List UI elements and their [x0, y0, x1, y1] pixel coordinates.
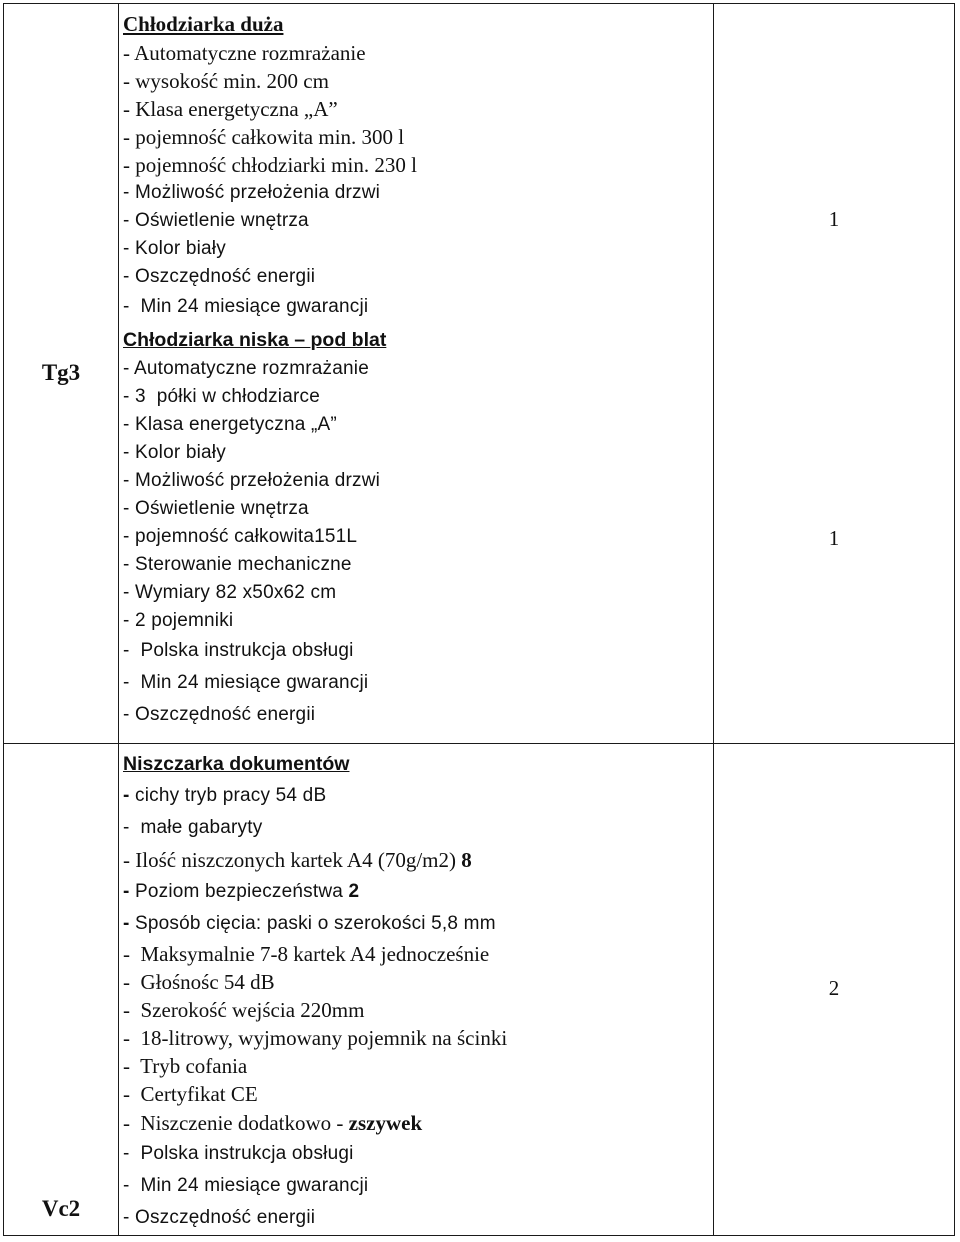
spec-line — [123, 940, 713, 968]
spec-line-emphasis: zszywek — [348, 1111, 423, 1135]
spec-line: - Kolor biały — [123, 238, 226, 259]
spec-line-text: - Niszczenie dodatkowo - — [123, 1111, 349, 1135]
spec-line — [123, 780, 713, 812]
spec-line-text: cichy tryb pracy 54 dB — [129, 785, 327, 806]
spec-line — [123, 1024, 713, 1052]
spec-line: - Oszczędność energii — [123, 704, 316, 725]
spec-line-text: - 18-litrowy, wyjmowany pojemnik na ścinki — [123, 1026, 508, 1050]
spec-line-text: - Min 24 miesiące gwarancji — [123, 1175, 369, 1196]
spec-line: - Automatyczne rozmrażanie — [123, 358, 369, 379]
spec-line: - Min 24 miesiące gwarancji — [123, 296, 369, 317]
spec-line-text: - Ilość niszczonych kartek A4 (70g/m2) — [123, 848, 462, 872]
spec-line — [123, 1138, 713, 1170]
spec-line-emphasis: 8 — [461, 848, 472, 872]
spec-line — [123, 1170, 713, 1202]
section-title-part: pod blat — [310, 329, 387, 351]
section-title: Niszczarka dokumentów — [123, 753, 350, 775]
spec-line: - Klasa energetyczna „A” — [123, 414, 337, 435]
spec-line-text: - Głośnośc 54 dB — [123, 970, 275, 994]
spec-line: - Min 24 miesiące gwarancji — [123, 672, 369, 693]
spec-line-text: - małe gabaryty — [123, 817, 263, 838]
spec-line-text: - Oszczędność energii — [123, 1207, 316, 1228]
spec-line: - Automatyczne rozmrażanie — [123, 41, 366, 65]
spec-line-text: - Szerokość wejścia 220mm — [123, 998, 365, 1022]
spec-line-emphasis: 2 — [348, 881, 360, 902]
item-code: Tg3 — [41, 360, 81, 385]
spec-line — [123, 876, 713, 908]
spec-line — [123, 968, 713, 996]
spec-line: - Oszczędność energii — [123, 266, 316, 287]
quantity-cell — [714, 744, 955, 1236]
spec-line: - Wymiary 82 x50x62 cm — [123, 582, 337, 603]
spec-line: - wysokość min. 200 cm — [123, 69, 329, 93]
spec-line-text: - Certyfikat CE — [123, 1082, 258, 1106]
spec-line: - Kolor biały — [123, 442, 226, 463]
spec-line: - Możliwość przełożenia drzwi — [123, 182, 381, 203]
code-cell — [4, 744, 119, 1236]
spec-line: - 2 pojemniki — [123, 610, 234, 631]
table-row — [4, 4, 955, 744]
spec-line-prefix: - — [123, 785, 130, 806]
spec-line: - Oświetlenie wnętrza — [123, 210, 309, 231]
item-code: Vc2 — [41, 1196, 81, 1221]
spec-line — [123, 1052, 713, 1080]
spec-line — [123, 812, 713, 844]
spec-line — [123, 1108, 713, 1138]
spec-line-text: Poziom bezpieczeństwa — [129, 881, 349, 902]
spec-line — [123, 844, 713, 876]
spec-line-text: Sposób cięcia: paski o szerokości 5,8 mm — [129, 913, 496, 934]
section-title — [123, 325, 713, 355]
section-title-part: – — [288, 329, 311, 351]
spec-line: - Polska instrukcja obsługi — [123, 640, 354, 661]
description-cell — [119, 744, 714, 1236]
quantity-value: 2 — [828, 976, 840, 1000]
quantity-value: 1 — [828, 207, 840, 231]
spec-line: - 3 półki w chłodziarce — [123, 386, 320, 407]
spec-line — [123, 1202, 713, 1234]
spec-line-prefix: - — [123, 913, 130, 934]
spec-line — [123, 1080, 713, 1108]
spec-line-text: - Tryb cofania — [123, 1054, 248, 1078]
spec-line: - Oświetlenie wnętrza — [123, 498, 309, 519]
spec-line: - pojemność całkowita151L — [123, 526, 358, 547]
description-cell — [119, 4, 714, 744]
code-cell — [4, 4, 119, 744]
spec-line-text: - Polska instrukcja obsługi — [123, 1143, 354, 1164]
specification-table — [3, 3, 955, 1236]
spec-line-prefix: - — [123, 881, 130, 902]
spec-line: - Sterowanie mechaniczne — [123, 554, 352, 575]
spec-line: - pojemność chłodziarki min. 230 l — [123, 153, 417, 177]
quantity-cell — [714, 4, 955, 744]
table-row — [4, 744, 955, 1236]
quantity-value: 1 — [828, 526, 840, 550]
spec-line — [123, 908, 713, 940]
section-title: Chłodziarka duża — [123, 12, 284, 36]
spec-line: - Możliwość przełożenia drzwi — [123, 470, 381, 491]
spec-line: - Klasa energetyczna „A” — [123, 97, 338, 121]
spec-line — [123, 996, 713, 1024]
section-title-part: Chłodziarka niska — [123, 329, 289, 351]
spec-line-text: - Maksymalnie 7-8 kartek A4 jednocześnie — [123, 942, 490, 966]
spec-line: - pojemność całkowita min. 300 l — [123, 125, 405, 149]
